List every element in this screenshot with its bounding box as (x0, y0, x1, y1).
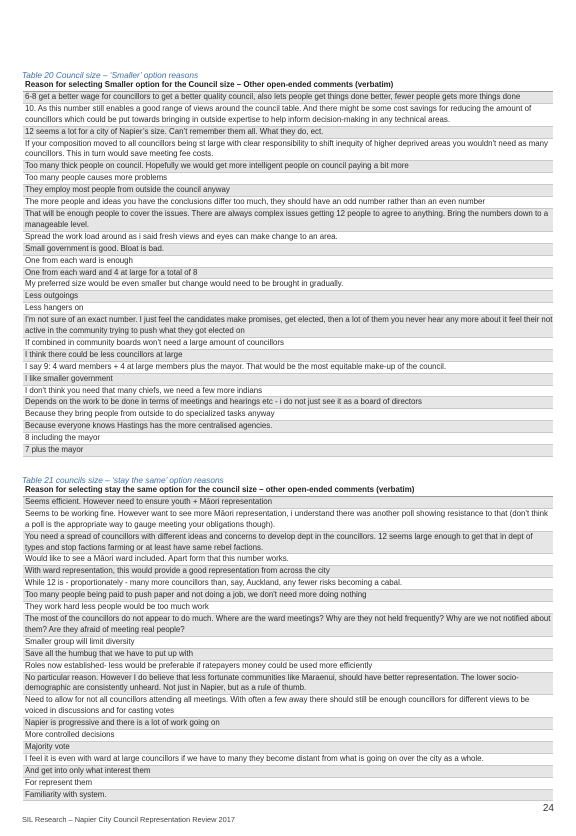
table-row (23, 496, 553, 508)
table-row (23, 531, 553, 554)
table-cell: Save all the humbug that we have to put up with (23, 648, 553, 660)
table-cell: Too many thick people on council. Hopefully we would get more intelligent people on council paying a bit more (23, 161, 553, 173)
table-row (23, 315, 553, 338)
table-row (23, 636, 553, 648)
table-cell: My preferred size would be even smaller but change would need to be brought in gradually. (23, 279, 553, 291)
table-row (23, 138, 553, 161)
table-cell: They work hard less people would be too much work (23, 602, 553, 614)
table-row (23, 255, 553, 267)
table-row (23, 103, 553, 126)
table-cell: Smaller group will limit diversity (23, 636, 553, 648)
table-row (23, 397, 553, 409)
table-row (23, 161, 553, 173)
table-row (23, 578, 553, 590)
table-row (23, 602, 553, 614)
table-cell: If combined in community boards won't need a large amount of councillors (23, 337, 553, 349)
table-row (23, 267, 553, 279)
table-row (23, 373, 553, 385)
table-row (23, 730, 553, 742)
table-cell: 12 seems a lot for a city of Napier’s size. Can’t remember them all. What they do, ect. (23, 126, 553, 138)
table-cell: Too many people being paid to push paper and not doing a job, we don't need more doing nothing (23, 590, 553, 602)
table-cell: Roles now established- less would be preferable if ratepayers money could be used more efficiently (23, 660, 553, 672)
table-cell: Depends on the work to be done in terms of meetings and hearings etc - i do not just see it as a board of directors (23, 397, 553, 409)
table-cell: Seems efficient. However need to ensure youth + Māori representation (23, 496, 553, 508)
table-row (23, 789, 553, 801)
table-cell: I think there could be less councillors at large (23, 349, 553, 361)
table-row (23, 695, 553, 718)
table-row (23, 672, 553, 695)
table-cell: 7 plus the mayor (23, 445, 553, 457)
table-row (23, 208, 553, 231)
table-cell: Majority vote (23, 741, 553, 753)
table-row (23, 197, 553, 209)
table-row (23, 765, 553, 777)
table-cell: One from each ward and 4 at large for a total of 8 (23, 267, 553, 279)
table-cell: Because everyone knows Hastings has the more centralised agencies. (23, 421, 553, 433)
table-row (23, 590, 553, 602)
page-footer: SIL Research – Napier City Council Representation Review 2017 (22, 815, 235, 824)
table-cell: I say 9: 4 ward members + 4 at large members plus the mayor. That would be the most equitable make-up of the council. (23, 361, 553, 373)
table-cell: While 12 is - proportionately - many more councillors than, say, Auckland, any fewer risks becoming a cabal. (23, 578, 553, 590)
table-20-header-row (23, 80, 553, 91)
table-cell: With ward representation, this would provide a good representation from across the city (23, 566, 553, 578)
table-row (23, 91, 553, 103)
table-row (23, 409, 553, 421)
table-21-header: Reason for selecting stay the same option for the council size – other open-ended comments (verbatim) (23, 485, 553, 496)
table-row (23, 741, 553, 753)
table-cell: That will be enough people to cover the issues. There are always complex issues getting 12 people to agree to anything. Bring the numbers down to a manageable level. (23, 208, 553, 231)
table-row (23, 349, 553, 361)
table-row (23, 361, 553, 373)
table-row (23, 445, 553, 457)
table-20-caption: Table 20 Council size – ‘Smaller’ option reasons (22, 70, 199, 80)
table-row (23, 433, 553, 445)
table-21 (23, 485, 553, 801)
table-cell: Small government is good. Bloat is bad. (23, 243, 553, 255)
table-cell: And get into only what interest them (23, 765, 553, 777)
table-row (23, 279, 553, 291)
table-cell: I like smaller government (23, 373, 553, 385)
table-cell: No particular reason. However I do believe that less fortunate communities like Maraenui, should have better representation. The lower socio-demographic are consistently unheard. Not just in Napier, but as a rule of thumb. (23, 672, 553, 695)
table-21-header-row (23, 485, 553, 496)
table-row (23, 753, 553, 765)
table-cell: More controlled decisions (23, 730, 553, 742)
table-row (23, 185, 553, 197)
table-row (23, 337, 553, 349)
table-row (23, 291, 553, 303)
table-20 (23, 80, 553, 457)
table-cell: I'm not sure of an exact number. I just feel the candidates make promises, get elected, then a lot of them you never hear any more about it feel their not active in the community trying to push what they got elected on (23, 315, 553, 338)
table-cell: Would like to see a Māori ward included. Apart form that this number works. (23, 554, 553, 566)
table-row (23, 777, 553, 789)
table-row (23, 660, 553, 672)
table-cell: You need a spread of councillors with different ideas and concerns to develop dept in the councillors. 12 seems large enough to get that in dept of types and stop factions farming or at least have same rebel factions. (23, 531, 553, 554)
table-cell: I feel it is even with ward at large councillors if we have to many they become distant from what is going on over the city as a whole. (23, 753, 553, 765)
table-cell: One from each ward is enough (23, 255, 553, 267)
table-cell: Spread the work load around as i said fresh views and eyes can make change to an area. (23, 231, 553, 243)
table-cell: Napier is progressive and there is a lot of work going on (23, 718, 553, 730)
table-row (23, 385, 553, 397)
table-cell: If your composition moved to all councillors being st large with clear responsibility to shift inequity of higher deprived areas you wouldn't need as many councillors. This in turn would save meeting fee costs. (23, 138, 553, 161)
table-cell: For represent them (23, 777, 553, 789)
table-cell: Familiarity with system. (23, 789, 553, 801)
table-cell: 10. As this number still enables a good range of views around the council table. And there might be some cost savings for reducing the amount of councillors which could be put towards bringing in outside expertise to help inform decision-making in any technical areas. (23, 103, 553, 126)
table-row (23, 421, 553, 433)
table-row (23, 243, 553, 255)
table-cell: Need to allow for not all councillors attending all meetings. With often a few away there should still be enough councillors for different views to be voiced in discussions and for casting votes (23, 695, 553, 718)
table-row (23, 613, 553, 636)
table-cell: Less outgoings (23, 291, 553, 303)
table-cell: Seems to be working fine. However want to see more Māori representation, i understand there was another poll showing resistance to that (don't think a poll is the appropriate way to gauge meeting your obligations though). (23, 508, 553, 531)
table-row (23, 303, 553, 315)
table-row (23, 648, 553, 660)
table-cell: Less hangers on (23, 303, 553, 315)
table-row (23, 231, 553, 243)
table-row (23, 718, 553, 730)
table-cell: The more people and ideas you have the conclusions differ too much, they should have an odd number rather than an even number (23, 197, 553, 209)
table-21-caption: Table 21 councils size – ‘stay the same’ option reasons (22, 475, 224, 485)
page-number: 24 (542, 803, 554, 814)
table-row (23, 554, 553, 566)
table-cell: 6-8 get a better wage for councillors to get a better quality council, also lets people get things done better, fewer people gets more things done (23, 91, 553, 103)
table-cell: They employ most people from outside the council anyway (23, 185, 553, 197)
table-20-header: Reason for selecting Smaller option for the Council size – Other open-ended comments (verbatim) (23, 80, 553, 91)
table-cell: 8 including the mayor (23, 433, 553, 445)
table-cell: Too many people causes more problems (23, 173, 553, 185)
table-row (23, 566, 553, 578)
table-cell: Because they bring people from outside to do specialized tasks anyway (23, 409, 553, 421)
table-row (23, 126, 553, 138)
table-cell: The most of the councillors do not appear to do much. Where are the ward meetings? Why are they not held frequently? Why are we not notified about them? Are they afraid of meeting real people? (23, 613, 553, 636)
table-cell: I don't think you need that many chiefs, we need a few more indians (23, 385, 553, 397)
table-row (23, 508, 553, 531)
table-row (23, 173, 553, 185)
